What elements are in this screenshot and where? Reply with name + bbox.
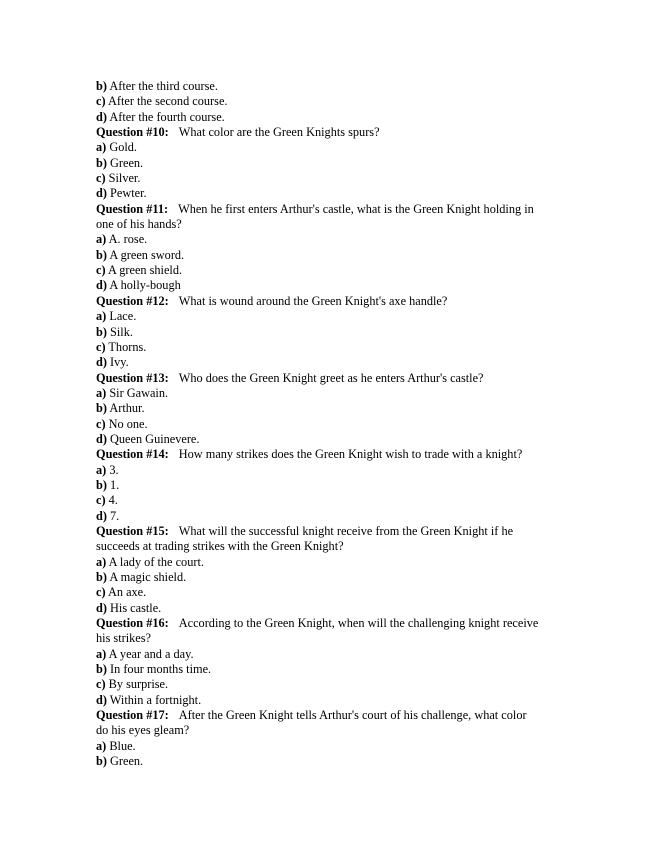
answer-option [96,110,576,125]
answer-text: Thorns. [108,339,147,354]
answer-letter: b) [96,247,107,262]
answer-letter: c) [96,94,106,109]
answer-text: Green. [110,155,144,170]
answer-letter: a) [96,309,107,324]
answer-text: Blue. [109,738,136,753]
question-heading [96,447,576,462]
answer-text: Silver. [108,171,141,186]
answer-text: A green shield. [107,263,183,278]
quiz-content [96,79,576,769]
answer-text: 4. [108,493,118,508]
answer-letter: d) [96,355,107,370]
question-label: Question #10: [96,125,169,140]
answer-option [96,263,576,278]
question-text-continued: one of his hands? [96,217,182,232]
answer-letter: c) [96,171,106,186]
answer-option [96,432,576,447]
answer-text: Queen Guinevere. [110,431,200,446]
answer-option [96,693,576,708]
answer-letter: c) [96,677,106,692]
answer-letter: b) [96,477,107,492]
answer-letter: b) [96,155,107,170]
question-text: What is wound around the Green Knight's axe handle? [178,293,448,308]
answer-letter: b) [96,79,107,93]
answer-option [96,140,576,155]
answer-text: No one. [108,416,148,431]
answer-letter: b) [96,401,107,416]
answer-letter: a) [96,232,107,247]
question-heading [96,708,576,723]
answer-option [96,355,576,370]
answer-text: Gold. [109,140,137,155]
answer-option [96,156,576,171]
question-heading [96,294,576,309]
answer-text: Ivy. [110,355,129,370]
answer-text: After the third course. [109,79,218,93]
answer-letter: c) [96,493,106,508]
question-text: Who does the Green Knight greet as he enters Arthur's castle? [178,370,484,385]
answer-text: Pewter. [110,186,147,201]
answer-option [96,555,576,570]
answer-letter: d) [96,278,107,293]
answer-letter: b) [96,662,107,677]
question-text: How many strikes does the Green Knight wish to trade with a knight? [178,447,523,462]
answer-option [96,171,576,186]
answer-letter: a) [96,738,107,753]
answer-option [96,401,576,416]
answer-letter: d) [96,186,107,201]
answer-option [96,232,576,247]
answer-letter: a) [96,554,107,569]
answer-option [96,739,576,754]
answer-letter: d) [96,431,107,446]
answer-text: By surprise. [108,677,169,692]
answer-text: His castle. [110,600,162,615]
answer-option [96,417,576,432]
answer-option [96,79,576,94]
question-text: What will the successful knight receive from the Green Knight if he [178,523,514,538]
answer-text: Arthur. [109,401,145,416]
answer-text: An axe. [107,585,147,600]
answer-letter: a) [96,140,107,155]
answer-option [96,325,576,340]
question-label: Question #15: [96,523,169,538]
answer-letter: d) [96,600,107,615]
answer-option [96,309,576,324]
answer-letter: d) [96,109,107,124]
answer-text: Green. [110,754,144,769]
question-heading [96,524,576,539]
answer-option [96,677,576,692]
answer-letter: c) [96,263,106,278]
answer-letter: c) [96,416,106,431]
answer-text: Lace. [109,309,137,324]
answer-text: A green sword. [109,247,185,262]
answer-option [96,601,576,616]
answer-text: A year and a day. [108,646,194,661]
answer-option [96,94,576,109]
question-heading [96,125,576,140]
answer-letter: d) [96,508,107,523]
answer-letter: b) [96,754,107,769]
answer-letter: c) [96,585,106,600]
question-text-continued: his strikes? [96,631,151,646]
answer-text: A lady of the court. [108,554,204,569]
answer-text: A. rose. [108,232,148,247]
answer-letter: c) [96,339,106,354]
answer-text: 3. [109,462,119,477]
answer-text: After the second course. [107,94,228,109]
answer-text: In four months time. [110,662,212,677]
question-label: Question #16: [96,616,169,631]
question-text: When he first enters Arthur's castle, what is the Green Knight holding in [178,201,534,216]
answer-letter: a) [96,646,107,661]
answer-text: A magic shield. [109,570,187,584]
question-label: Question #12: [96,293,169,308]
answer-letter: b) [96,324,107,339]
answer-option [96,248,576,263]
question-label: Question #14: [96,447,169,462]
question-label: Question #13: [96,370,169,385]
answer-option [96,463,576,478]
question-heading [96,616,576,631]
question-text: What color are the Green Knights spurs? [178,125,380,140]
answer-text: Sir Gawain. [109,385,169,400]
answer-option [96,570,576,585]
answer-letter: b) [96,570,107,584]
answer-option [96,186,576,201]
answer-option [96,493,576,508]
answer-option [96,754,576,769]
answer-letter: a) [96,462,107,477]
question-text-continued: succeeds at trading strikes with the Green Knight? [96,539,344,554]
question-text: After the Green Knight tells Arthur's court of his challenge, what color [178,708,527,723]
answer-option [96,585,576,600]
answer-text: 1. [110,477,120,492]
answer-option [96,278,576,293]
answer-text: After the fourth course. [109,109,225,124]
question-label: Question #11: [96,201,169,216]
question-heading [96,371,576,386]
answer-text: Silk. [110,324,133,339]
answer-option [96,386,576,401]
question-heading [96,202,576,217]
answer-text: A holly-bough [109,278,181,293]
answer-option [96,662,576,677]
answer-option [96,340,576,355]
question-text: According to the Green Knight, when will the challenging knight receive [178,616,539,631]
answer-option [96,478,576,493]
question-label: Question #17: [96,708,169,723]
answer-text: 7. [110,508,120,523]
answer-option [96,509,576,524]
answer-text: Within a fortnight. [109,692,202,707]
answer-letter: d) [96,692,107,707]
answer-letter: a) [96,385,107,400]
question-text-continued: do his eyes gleam? [96,723,190,738]
answer-option [96,647,576,662]
